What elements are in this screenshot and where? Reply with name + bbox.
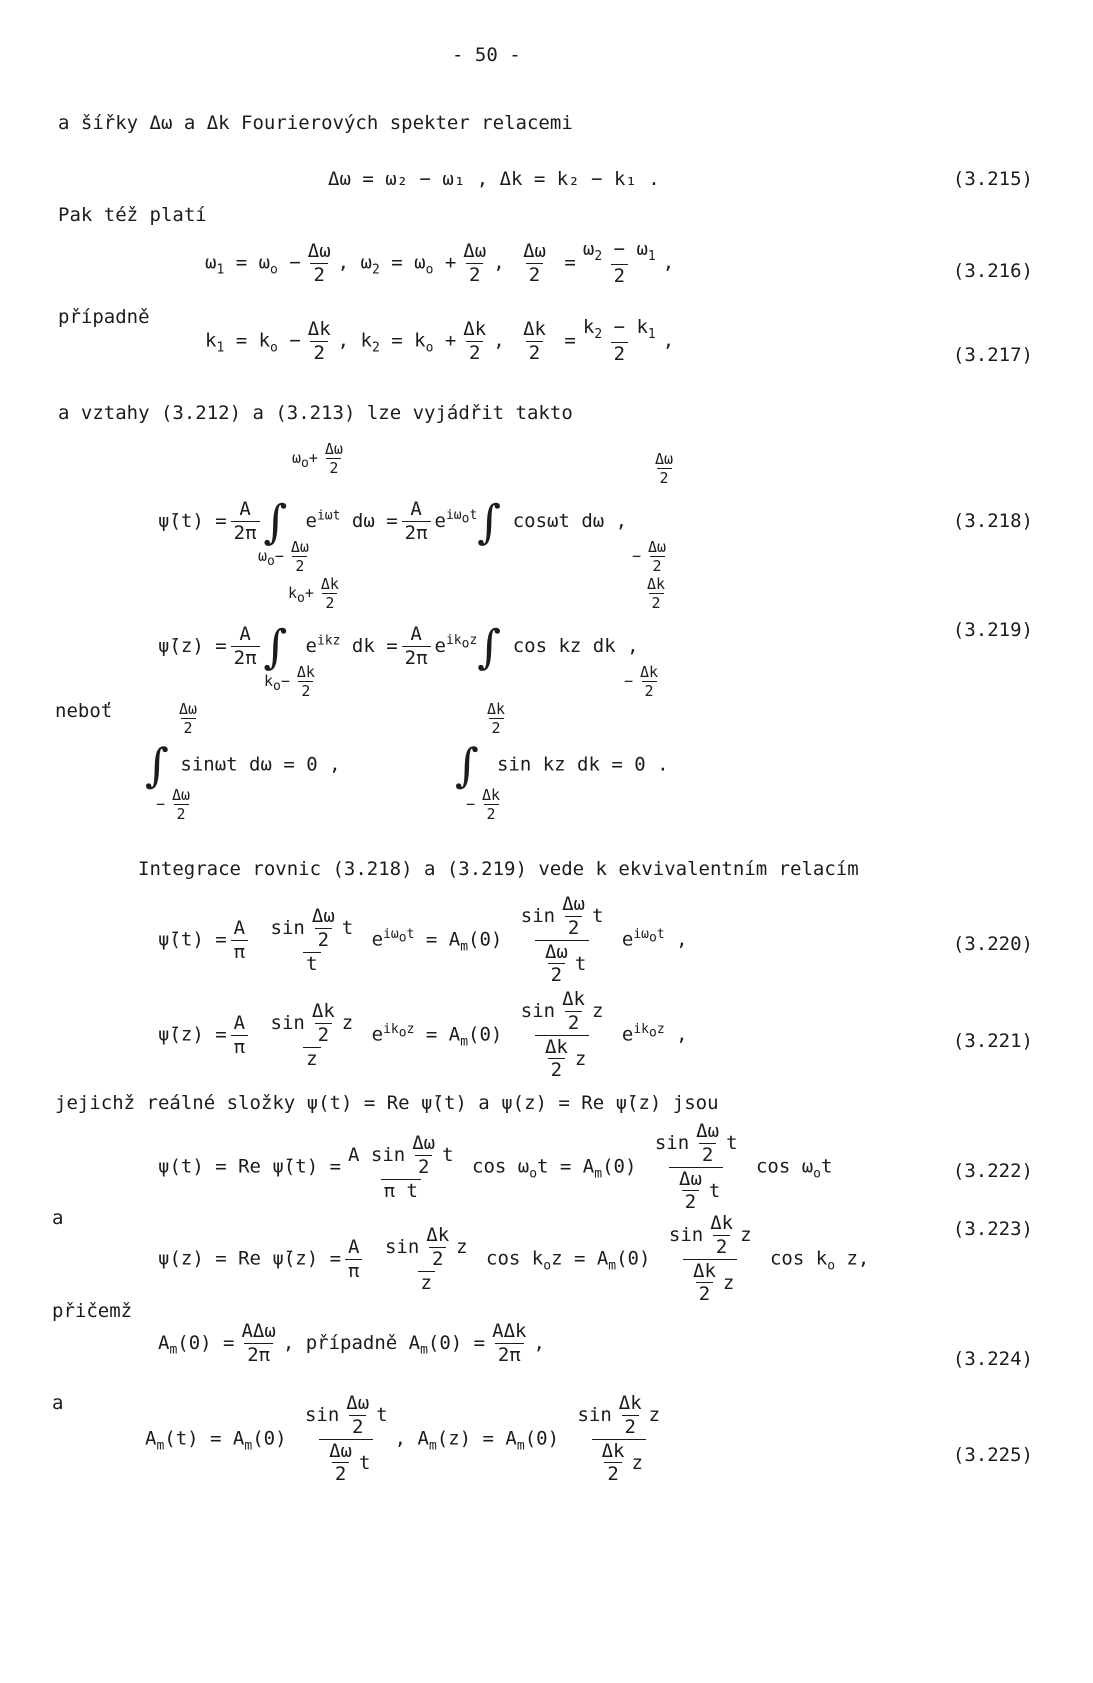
equation-number: (3.216) xyxy=(952,260,1033,282)
equation-number: (3.220) xyxy=(952,933,1033,955)
equation-number: (3.222) xyxy=(952,1160,1033,1182)
equation-3-219: $k_o+$ $\frac{\Delta k}{2}$ ψ̄(z) = $\frac{A}{2\pi}$ ∫ $e^{ikz}$ dk = $\frac{A}{2\pi}$ $e^{ik_oz}\int$ cos kz dk , $k_o-$ $\frac{\Delta k}{2}$ $\frac{\Delta k}{2}$ − $\frac{\Delta k}{2}$ (3.219) xyxy=(158,575,1033,700)
equation-body: ψ̄(t) = $\frac{A}{\pi}$ sin $\frac{\Delta\omega}{2}$ t t $e^{i\omega_ot} = A_m(0)$ sin $\frac{\Delta\omega}{2}$ t $\frac{\Delta\omega}{2}$ t $e^{i\omega_ot}$ , xyxy=(158,893,688,987)
equation-body: $\omega_1 = \omega_o$ − $\frac{\Delta\omega}{2}$ , $\omega_2 = \omega_o$ + $\frac{\Delta\omega}{2}$ , $\frac{\Delta\omega}{2}$ = $\frac{\omega_2 - \omega_1}{2}$ , xyxy=(205,238,675,288)
equation-number: (3.219) xyxy=(952,619,1033,641)
text-integrace: Integrace rovnic (3.218) a (3.219) vede k ekvivalentním relacím xyxy=(138,858,859,880)
equation-body: Δω = ω₂ − ω₁ , Δk = k₂ − k₁ . xyxy=(328,168,660,190)
text-pripadne: případně xyxy=(58,306,150,328)
text-pak: Pak též platí xyxy=(58,204,207,226)
page-number: - 50 - xyxy=(452,44,521,66)
equation-body: ψ(z) = Re ψ̄(z) = $\frac{A}{\pi}$ sin $\frac{\Delta k}{2}$ z z $\cos k_oz = A_m(0)$ sin $\frac{\Delta k}{2}$ z $\frac{\Delta k}{2}$ z $\cos k_o$ z, xyxy=(158,1212,870,1306)
equation-body: $A_m(t) = A_m(0)$ sin $\frac{\Delta\omega}{2}$ t $\frac{\Delta\omega}{2}$ t , $A_m(z) = A_m(0)$ sin $\frac{\Delta k}{2}$ z $\frac{\Delta k}{2}$ z xyxy=(145,1392,661,1486)
equation-number: (3.218) xyxy=(952,510,1033,532)
equation-body: $k_1 = k_o$ − $\frac{\Delta k}{2}$ , $k_2 = k_o$ + $\frac{\Delta k}{2}$ , $\frac{\Delta k}{2}$ = $\frac{k_2 - k_1}{2}$ , xyxy=(205,316,675,366)
equation-number: (3.225) xyxy=(952,1444,1033,1466)
equation-3-218: $\omega_o+$ $\frac{\Delta\omega}{2}$ ψ̄(t) = $\frac{A}{2\pi}$ ∫ $e^{i\omega t}$ dω = $\frac{A}{2\pi}$ $e^{i\omega_ot}\int$ cosωt dω , $\omega_o-$ $\frac{\Delta\omega}{2}$ $\frac{\Delta\omega}{2}$ − $\frac{\Delta\omega}{2}$ (3.218) xyxy=(158,440,1033,575)
text-nebot: neboť xyxy=(55,700,113,722)
equation-number: (3.215) xyxy=(952,168,1033,190)
text-jejichz: jejichž reálné složky ψ(t) = Re ψ̄(t) a ψ(z) = Re ψ̄(z) jsou xyxy=(55,1092,719,1114)
intro-line: a šířky Δω a Δk Fourierových spekter relacemi xyxy=(58,112,573,134)
equation-body: ψ(t) = Re ψ̄(t) = A sin $\frac{\Delta\omega}{2}$ t π t $\cos \omega_ot = A_m(0)$ sin $\frac{\Delta\omega}{2}$ t $\frac{\Delta\omega}{2}$ t $\cos \omega_ot$ xyxy=(158,1120,833,1214)
equation-body: ψ̄(z) = $\frac{A}{\pi}$ sin $\frac{\Delta k}{2}$ z z $e^{ik_oz} = A_m(0)$ sin $\frac{\Delta k}{2}$ z $\frac{\Delta k}{2}$ z $e^{ik_oz}$ , xyxy=(158,988,688,1082)
equation-nebot: $\frac{\Delta\omega}{2}$ ∫ sinωt dω = 0 , − $\frac{\Delta\omega}{2}$ $\frac{\Delta k}{2}$ ∫ sin kz dk = 0 . − $\frac{\Delta k}{2}$ xyxy=(145,700,669,823)
equation-number: (3.224) xyxy=(952,1348,1033,1370)
equation-number: (3.217) xyxy=(952,344,1033,366)
text-vztahy: a vztahy (3.212) a (3.213) lze vyjádřit takto xyxy=(58,402,573,424)
equation-number: (3.221) xyxy=(952,1030,1033,1052)
equation-body: $A_m(0)$ = $\frac{\text{AΔω}}{2\pi}$ , případně $A_m(0)$ = $\frac{\text{AΔk}}{2\pi}$ , xyxy=(158,1320,545,1366)
text-a-2: a xyxy=(52,1392,64,1414)
text-pricemz: přičemž xyxy=(52,1300,133,1322)
equation-number: (3.223) xyxy=(952,1218,1033,1240)
text-a-1: a xyxy=(52,1207,64,1229)
